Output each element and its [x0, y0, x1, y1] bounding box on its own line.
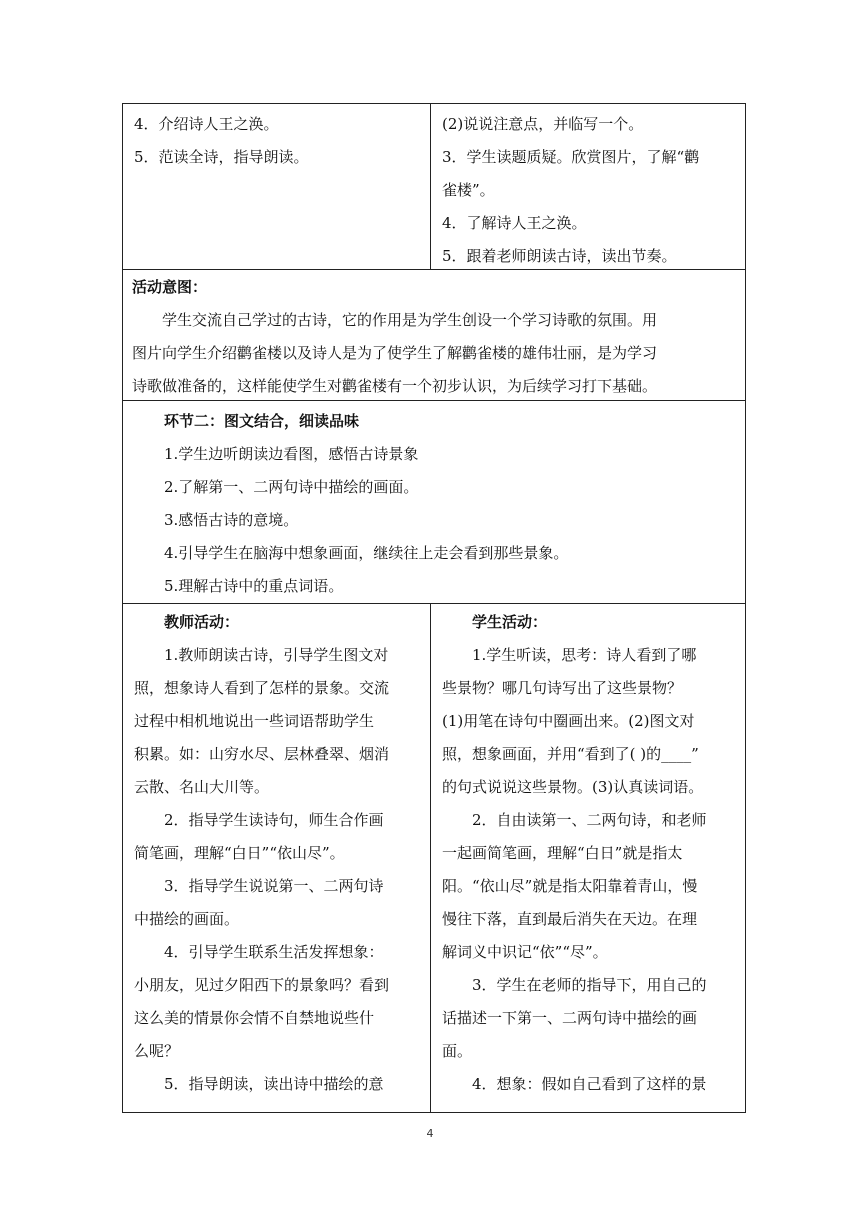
- teacher-line-10: 4．引导学生联系生活发挥想象：: [164, 943, 384, 961]
- teacher-line-3: 过程中相机地说出一些词语帮助学生: [134, 712, 375, 730]
- section-two-item-2: 2.了解第一、二两句诗中描绘的画面。: [164, 478, 419, 496]
- student-line-5: 5．跟着老师朗读古诗，读出节奏。: [442, 247, 677, 265]
- student-activity-cell: [431, 604, 745, 1112]
- activity-row-1: [123, 104, 745, 270]
- student-line-a4: 照，想象画面，并用“看到了( )的____”: [442, 745, 699, 763]
- student-line-a7: 一起画简笔画，理解“白日”就是指太: [442, 844, 683, 862]
- teacher-line-14: 5．指导朗读，读出诗中描绘的意: [164, 1075, 384, 1093]
- teacher-line-8: 3．指导学生说说第一、二两句诗: [164, 877, 384, 895]
- student-activities-cell: [431, 104, 745, 269]
- section-two-row: [123, 401, 745, 604]
- section-two-item-1: 1.学生边听朗读边看图，感悟古诗景象: [164, 445, 419, 463]
- teacher-line-1: 1.教师朗读古诗，引导学生图文对: [164, 646, 389, 664]
- section-two-item-3: 3.感悟古诗的意境。: [164, 511, 299, 529]
- student-line-a12: 话描述一下第一、二两句诗中描绘的画: [442, 1009, 698, 1027]
- student-line-2: 3．学生读题质疑。欣赏图片，了解“鹳: [442, 148, 700, 166]
- teacher-line-4: 积累。如：山穷水尽、层林叠翠、烟消: [134, 745, 390, 763]
- student-line-a10: 解词义中识记“依”“尽”。: [442, 943, 608, 961]
- teacher-activity-title: 教师活动：: [164, 613, 240, 631]
- teacher-line-11: 小朋友，见过夕阳西下的景象吗？看到: [134, 976, 390, 994]
- student-line-a11: 3．学生在老师的指导下，用自己的: [472, 976, 707, 994]
- teacher-activity-cell: [123, 604, 431, 1112]
- teacher-line-12: 这么美的情景你会情不自禁地说些什: [134, 1009, 375, 1027]
- student-line-a5: 的句式说说这些景物。(3)认真读词语。: [442, 778, 704, 796]
- student-line-a8: 阳。“依山尽”就是指太阳靠着青山，慢: [442, 877, 698, 895]
- student-activity-title: 学生活动：: [472, 613, 548, 631]
- teacher-line-6: 2．指导学生读诗句，师生合作画: [164, 811, 384, 829]
- activity-intent-cell: [123, 270, 745, 400]
- student-line-3: 雀楼”。: [442, 181, 495, 199]
- section-two-cell: [123, 401, 745, 603]
- teacher-activities-cell: [123, 104, 431, 269]
- student-line-a6: 2．自由读第一、二两句诗，和老师: [472, 811, 707, 829]
- student-line-a1: 1.学生听读，思考：诗人看到了哪: [472, 646, 697, 664]
- student-line-a13: 面。: [442, 1042, 473, 1060]
- activity-intent-row: [123, 270, 745, 401]
- activity-row-2: [123, 604, 745, 1112]
- section-two-item-4: 4.引导学生在脑海中想象画面，继续往上走会看到那些景象。: [164, 544, 569, 562]
- activity-intent-line-2: 图片向学生介绍鹳雀楼以及诗人是为了使学生了解鹳雀楼的雄伟壮丽，是为学习: [132, 344, 658, 362]
- teacher-step-4: 4．介绍诗人王之涣。: [134, 115, 279, 133]
- student-line-4: 4．了解诗人王之涣。: [442, 214, 587, 232]
- activity-intent-line-3: 诗歌做准备的，这样能使学生对鹳雀楼有一个初步认识，为后续学习打下基础。: [132, 377, 658, 395]
- teacher-line-9: 中描绘的画面。: [134, 910, 240, 928]
- teacher-step-5: 5．范读全诗，指导朗读。: [134, 148, 309, 166]
- student-line-a2: 些景物？哪几句诗写出了这些景物？: [442, 679, 683, 697]
- student-line-a9: 慢往下落，直到最后消失在天边。在理: [442, 910, 698, 928]
- teacher-line-5: 云散、名山大川等。: [134, 778, 270, 796]
- teacher-line-13: 么呢？: [134, 1042, 180, 1060]
- section-two-title: 环节二：图文结合，细读品味: [164, 412, 360, 430]
- teacher-line-7: 简笔画，理解“白日”“依山尽”。: [134, 844, 345, 862]
- student-line-1: (2)说说注意点，并临写一个。: [442, 115, 644, 133]
- teacher-line-2: 照，想象诗人看到了怎样的景象。交流: [134, 679, 390, 697]
- activity-intent-title: 活动意图：: [132, 278, 208, 296]
- section-two-item-5: 5.理解古诗中的重点词语。: [164, 577, 344, 595]
- activity-intent-line-1: 学生交流自己学过的古诗，它的作用是为学生创设一个学习诗歌的氛围。用: [162, 311, 658, 329]
- lesson-table: [122, 103, 746, 1113]
- student-line-a14: 4．想象：假如自己看到了这样的景: [472, 1075, 707, 1093]
- student-line-a3: (1)用笔在诗句中圈画出来。(2)图文对: [442, 712, 695, 730]
- page-number: 4: [426, 1127, 434, 1140]
